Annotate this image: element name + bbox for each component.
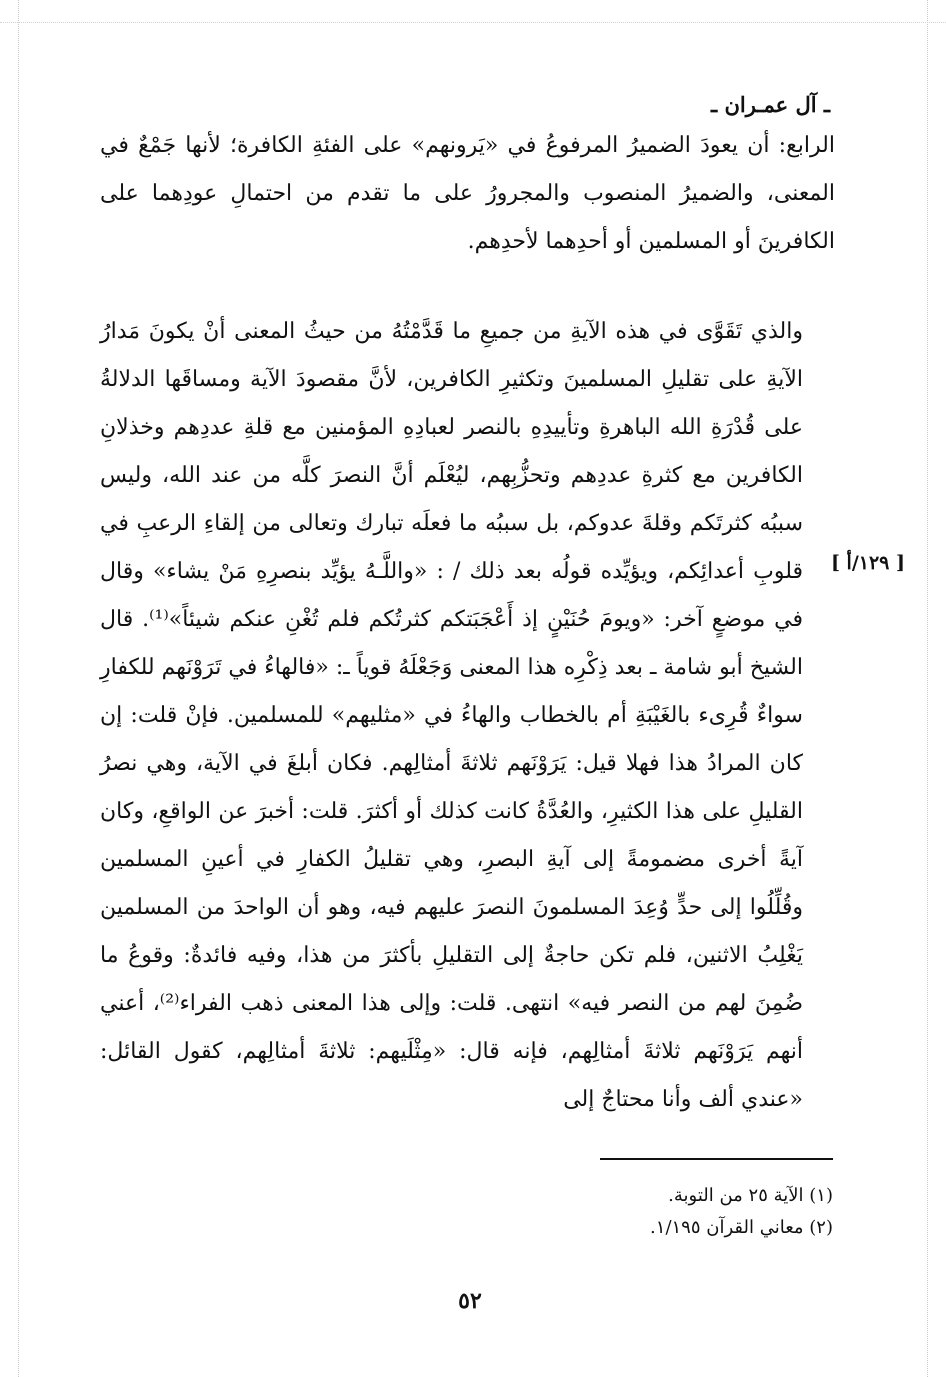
paragraph-text: الرابع: أن يعودَ الضميرُ المرفوعُ في «يَرونهم» على الفئةِ الكافرة؛ لأنها جَمْعٌ في المعنى، والضميرُ المنصوب والمجرورُ على ما تقدم من احتمالِ عودِهما على الكافرينَ أو المسلمين أو أحدِهما لأحدِهم. — [100, 133, 835, 254]
footnote-divider — [600, 1158, 833, 1160]
paragraph-1 — [100, 122, 835, 266]
footnotes — [520, 1180, 833, 1244]
scan-guide-top — [0, 22, 946, 23]
footnote-1: (١) الآية ٢٥ من التوبة. — [668, 1185, 833, 1206]
paragraph-2 — [100, 308, 835, 1124]
scan-guide-right — [927, 0, 928, 1377]
page-number: ٥٢ — [458, 1288, 482, 1314]
scan-guide-left — [18, 0, 19, 1377]
running-header: ـ آل عمـران ـ — [711, 92, 830, 117]
manuscript-folio-reference: [ ١٢٩/أ ] — [830, 552, 905, 574]
paragraph-text: والذي تَقَوَّى في هذه الآيةِ من جميعِ ما قَدَّمْتُهُ من حيثُ المعنى أنْ يكونَ مَدارُ الآيةِ على تقليلِ المسلمينَ وتكثيرِ الكافرين، لأنَّ مقصودَ الآية ومساقَها الدلالةُ على قُدْرَةِ الله الباهرةِ وتأييدِهِ بالنصر لعبادِهِ المؤمنين مع قلةِ عددِهم وخذلانِ الكافرين مع كثرةِ عددِهم وتحزُّبِهم، ليُعْلَم أنَّ النصرَ كلَّه من عند الله، وليس سببُه كثرتَكم وقلةَ عدوكم، بل سببُه ما فعلَه تبارك وتعالى من إلقاءِ الرعبِ في قلوبِ أعدائِكم، ويؤيِّده قولُه بعد ذلك / : «واللَّـهُ يؤيِّد بنصرِهِ مَنْ يشاء» وقال في موضعٍ آخر: «ويومَ حُنَيْنٍ إذ أَعْجَبَتكم كثرتُكم فلم تُغْنِ عنكم شيئاً»⁽¹⁾. قال الشيخ أبو شامة ـ بعد ذِكْرِه هذا المعنى وَجَعْلَهُ قوياً ـ: «فالهاءُ في تَرَوْنَهم للكفارِ سواءٌ قُرِىء بالغَيْبَةِ أم بالخطاب والهاءُ في «مثليهم» للمسلمين. فإنْ قلت: إن كان المرادُ هذا فهلا قيل: يَرَوْنَهم ثلاثةَ أمثالِهم. فكان أبلغَ في الآية، وهي نصرُ القليلِ على هذا الكثيرِ، والعُدَّةُ كانت كذلك أو أكثرَ. قلت: أخبرَ عن الواقعِ، وكان آيةً أخرى مضمومةً إلى آيةِ البصرِ، وهي تقليلُ الكفارِ في أعينِ المسلمين وقُلِّلُوا إلى حدٍّ وُعِدَ المسلمونَ النصرَ عليهم فيه، وهو أن الواحدَ من المسلمين يَغْلِبُ الاثنين، فلم تكن حاجةٌ إلى التقليلِ بأكثرَ من هذا، وفيه فائدةٌ: وقوعُ ما ضُمِنَ لهم من النصر فيه» انتهى. قلت: وإلى هذا المعنى ذهب الفراء⁽²⁾، أعني أنهم يَرَوْنَهم ثلاثةَ أمثالِهم، فإنه قال: «مِثْلَيهم: ثلاثةَ أمثالِهم، كقول القائل: «عندي ألف وأنا محتاجٌ إلى — [100, 319, 803, 1112]
footnote-2: (٢) معاني القرآن ١/١٩٥. — [650, 1217, 833, 1238]
